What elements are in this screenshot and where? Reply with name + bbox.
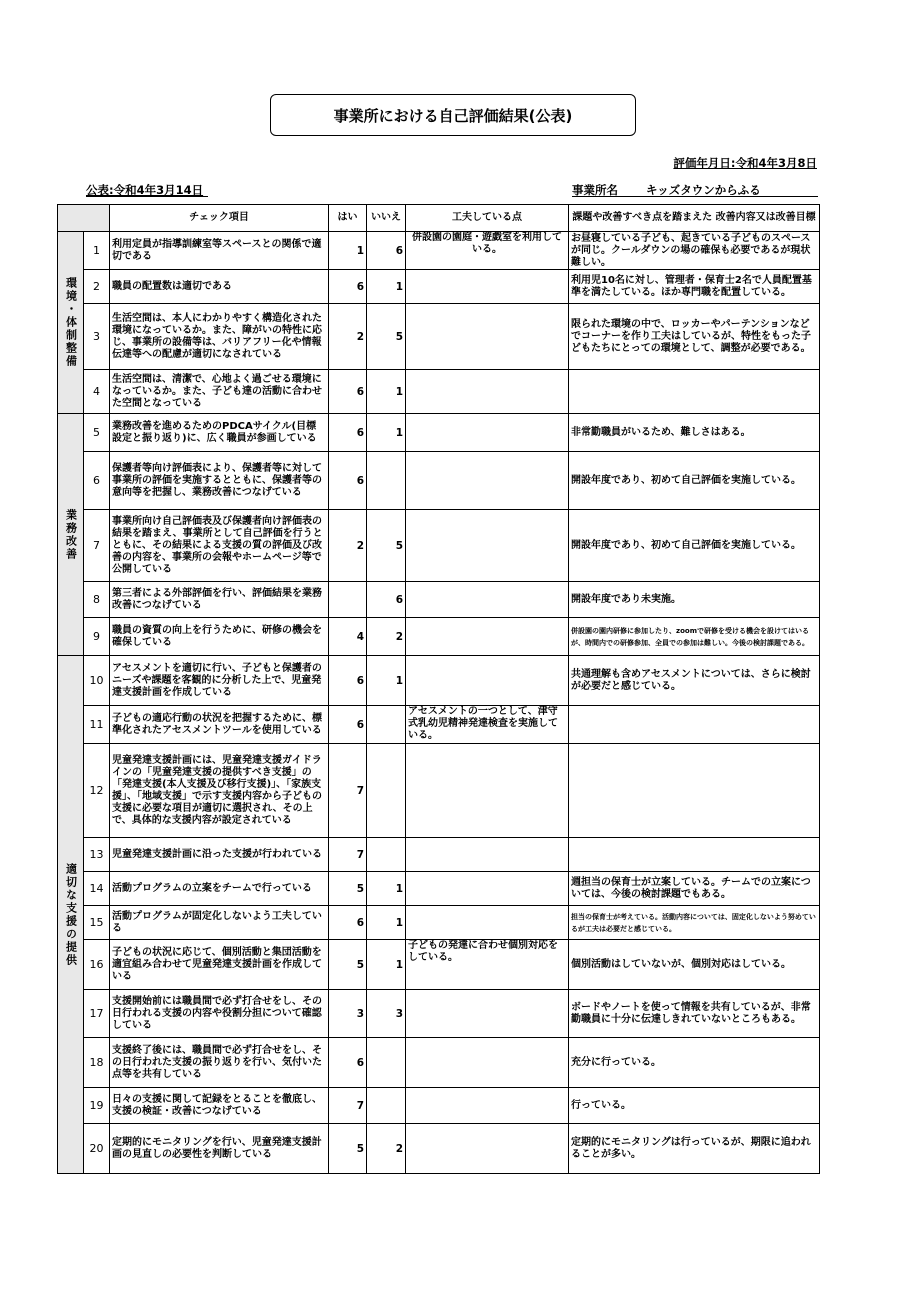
- effort-text: [406, 452, 569, 510]
- improvement-text: [569, 838, 820, 872]
- yes-count: 3: [329, 990, 367, 1038]
- check-item: 日々の支援に関して記録をとることを徹底し、支援の検証・改善につなげている: [110, 1088, 329, 1124]
- office-name: キッズタウンからふる: [646, 183, 761, 197]
- improvement-text: 併設園の園内研修に参加したり、zoomで研修を受ける機会を設けてはいるが、時間内での研修参加、全員での参加は難しい。今後の検討課題である。: [569, 618, 820, 656]
- yes-count: 6: [329, 414, 367, 452]
- table-row: [58, 618, 820, 656]
- yes-count: 5: [329, 1124, 367, 1174]
- yes-count: 2: [329, 304, 367, 370]
- effort-text: [406, 872, 569, 906]
- improvement-text: 行っている。: [569, 1088, 820, 1124]
- no-count: [367, 1038, 406, 1088]
- check-item: 児童発達支援計画には、児童発達支援ガイドラインの「児童発達支援の提供すべき支援」の「発達支援(本人支援及び移行支援)」、「家族支援」、「地域支援」で示す支援内容から子どもの支援に必要な項目が適切に選択され、その上で、具体的な支援内容が設定されている: [110, 744, 329, 838]
- effort-text: [406, 838, 569, 872]
- no-count: [367, 452, 406, 510]
- row-number: 20: [84, 1124, 110, 1174]
- no-count: 1: [367, 940, 406, 990]
- yes-count: 6: [329, 370, 367, 414]
- row-number: 16: [84, 940, 110, 990]
- check-item: アセスメントを適切に行い、子どもと保護者のニーズや課題を客観的に分析した上で、児童発達支援計画を作成している: [110, 656, 329, 706]
- improvement-text: お昼寝している子ども、起きている子どものスペースが同じ。クールダウンの場の確保も必要であるが現状難しい。: [569, 232, 820, 270]
- row-number: 8: [84, 582, 110, 618]
- improvement-text: 担当の保育士が考えている。活動内容については、固定化しないよう努めているが工夫は必要だと感じている。: [569, 906, 820, 940]
- check-item: 支援開始前には職員間で必ず打合せをし、その日行われる支援の内容や役割分担について確認している: [110, 990, 329, 1038]
- no-count: 1: [367, 906, 406, 940]
- yes-count: 6: [329, 656, 367, 706]
- yes-count: 2: [329, 510, 367, 582]
- office-underline: [572, 196, 818, 197]
- table-row: [58, 1124, 820, 1174]
- no-count: [367, 706, 406, 744]
- effort-text: アセスメントの一つとして、津守式乳幼児精神発達検査を実施している。: [406, 706, 569, 744]
- table-row: [58, 838, 820, 872]
- effort-text: [406, 414, 569, 452]
- row-number: 10: [84, 656, 110, 706]
- improvement-text: [569, 744, 820, 838]
- table-row: [58, 990, 820, 1038]
- no-count: 2: [367, 618, 406, 656]
- effort-text: [406, 270, 569, 304]
- check-item: 支援終了後には、職員間で必ず打合せをし、その日行われた支援の振り返りを行い、気付いた点等を共有している: [110, 1038, 329, 1088]
- effort-text: [406, 744, 569, 838]
- document-title: 事業所における自己評価結果(公表): [270, 94, 636, 136]
- yes-count: 6: [329, 906, 367, 940]
- check-item: 職員の資質の向上を行うために、研修の機会を確保している: [110, 618, 329, 656]
- category-label: 環境・体制整備: [58, 232, 84, 414]
- table-row: [58, 872, 820, 906]
- category-label: 業務改善: [58, 414, 84, 656]
- table-row: [58, 304, 820, 370]
- table-row: [58, 270, 820, 304]
- effort-text: [406, 370, 569, 414]
- table-row: [58, 232, 820, 270]
- no-count: 1: [367, 656, 406, 706]
- row-number: 15: [84, 906, 110, 940]
- table-row: [58, 1038, 820, 1088]
- effort-text: [406, 1038, 569, 1088]
- category-label: 適切な支援の提供: [58, 656, 84, 1174]
- no-count: 5: [367, 510, 406, 582]
- no-count: 1: [367, 370, 406, 414]
- yes-count: 4: [329, 618, 367, 656]
- row-number: 3: [84, 304, 110, 370]
- row-number: 5: [84, 414, 110, 452]
- yes-count: 6: [329, 1038, 367, 1088]
- table-row: [58, 940, 820, 990]
- yes-count: 7: [329, 838, 367, 872]
- improvement-text: [569, 706, 820, 744]
- check-item: 事業所向け自己評価表及び保護者向け評価表の結果を踏まえ、事業所として自己評価を行うとともに、その結果による支援の質の評価及び改善の内容を、事業所の会報やホームページ等で公開している: [110, 510, 329, 582]
- row-number: 12: [84, 744, 110, 838]
- header-effort: 工夫している点: [406, 205, 569, 232]
- yes-count: 7: [329, 1088, 367, 1124]
- table-header-row: [58, 205, 820, 232]
- no-count: 6: [367, 582, 406, 618]
- table-row: [58, 582, 820, 618]
- improvement-text: [569, 370, 820, 414]
- effort-text: [406, 304, 569, 370]
- self-evaluation-table: [57, 204, 820, 1174]
- check-item: 児童発達支援計画に沿った支援が行われている: [110, 838, 329, 872]
- yes-count: 6: [329, 452, 367, 510]
- improvement-text: 個別活動はしていないが、個別対応はしている。: [569, 940, 820, 990]
- improvement-text: 定期的にモニタリングは行っているが、期限に追われることが多い。: [569, 1124, 820, 1174]
- no-count: 3: [367, 990, 406, 1038]
- row-number: 4: [84, 370, 110, 414]
- table-row: [58, 656, 820, 706]
- eval-date: 評価年月日:令和4年3月8日: [673, 156, 817, 170]
- improvement-text: 開設年度であり未実施。: [569, 582, 820, 618]
- row-number: 7: [84, 510, 110, 582]
- check-item: 職員の配置数は適切である: [110, 270, 329, 304]
- yes-count: 6: [329, 706, 367, 744]
- check-item: 業務改善を進めるためのPDCAサイクル(目標設定と振り返り)に、広く職員が参画している: [110, 414, 329, 452]
- header-no: いいえ: [367, 205, 406, 232]
- yes-count: [329, 582, 367, 618]
- yes-count: 5: [329, 872, 367, 906]
- row-number: 17: [84, 990, 110, 1038]
- effort-text: [406, 1088, 569, 1124]
- office-label: 事業所名: [572, 183, 618, 197]
- improvement-text: 利用児10名に対し、管理者・保育士2名で人員配置基準を満たしている。ほか専門職を配置している。: [569, 270, 820, 304]
- check-item: 定期的にモニタリングを行い、児童発達支援計画の見直しの必要性を判断している: [110, 1124, 329, 1174]
- header-improvement: 課題や改善すべき点を踏まえた 改善内容又は改善目標: [569, 205, 820, 232]
- header-blank: [58, 205, 110, 232]
- check-item: 子どもの状況に応じて、個別活動と集団活動を適宜組み合わせて児童発達支援計画を作成している: [110, 940, 329, 990]
- row-number: 6: [84, 452, 110, 510]
- no-count: 6: [367, 232, 406, 270]
- no-count: 1: [367, 414, 406, 452]
- improvement-text: 非常勤職員がいるため、難しさはある。: [569, 414, 820, 452]
- improvement-text: 限られた環境の中で、ロッカーやパーテンションなどでコーナーを作り工夫はしているが、特性をもった子どもたちにとっての環境として、調整が必要である。: [569, 304, 820, 370]
- row-number: 2: [84, 270, 110, 304]
- no-count: 1: [367, 270, 406, 304]
- check-item: 利用定員が指導訓練室等スペースとの関係で適切である: [110, 232, 329, 270]
- improvement-text: 充分に行っている。: [569, 1038, 820, 1088]
- yes-count: 1: [329, 232, 367, 270]
- improvement-text: 開設年度であり、初めて自己評価を実施している。: [569, 452, 820, 510]
- table-row: [58, 906, 820, 940]
- effort-text: [406, 990, 569, 1038]
- row-number: 19: [84, 1088, 110, 1124]
- table-row: [58, 706, 820, 744]
- effort-text: 併設園の園庭・遊戯室を利用している。: [406, 232, 569, 270]
- no-count: 5: [367, 304, 406, 370]
- table-row: [58, 510, 820, 582]
- check-item: 第三者による外部評価を行い、評価結果を業務改善につなげている: [110, 582, 329, 618]
- publish-date-underline: [86, 196, 208, 197]
- check-item: 生活空間は、本人にわかりやすく構造化された環境になっているか。また、障がいの特性に応じ、事業所の設備等は、バリアフリー化や情報伝達等への配慮が適切になされている: [110, 304, 329, 370]
- row-number: 18: [84, 1038, 110, 1088]
- table-row: [58, 1088, 820, 1124]
- row-number: 14: [84, 872, 110, 906]
- no-count: 2: [367, 1124, 406, 1174]
- effort-text: [406, 582, 569, 618]
- table-row: [58, 744, 820, 838]
- table-row: [58, 370, 820, 414]
- row-number: 13: [84, 838, 110, 872]
- table-row: [58, 452, 820, 510]
- effort-text: [406, 510, 569, 582]
- check-item: 活動プログラムの立案をチームで行っている: [110, 872, 329, 906]
- row-number: 11: [84, 706, 110, 744]
- effort-text: [406, 618, 569, 656]
- check-item: 生活空間は、清潔で、心地よく過ごせる環境になっているか。また、子ども達の活動に合わせた空間となっている: [110, 370, 329, 414]
- improvement-text: 共通理解も含めアセスメントについては、さらに検討が必要だと感じている。: [569, 656, 820, 706]
- yes-count: 7: [329, 744, 367, 838]
- publish-date: 公表:令和4年3月14日: [86, 183, 204, 197]
- check-item: 保護者等向け評価表により、保護者等に対して事業所の評価を実施するとともに、保護者等の意向等を把握し、業務改善につなげている: [110, 452, 329, 510]
- effort-text: [406, 656, 569, 706]
- effort-text: 子どもの発達に合わせ個別対応をしている。: [406, 940, 569, 990]
- row-number: 9: [84, 618, 110, 656]
- improvement-text: 週担当の保育士が立案している。チームでの立案については、今後の検討課題でもある。: [569, 872, 820, 906]
- check-item: 子どもの適応行動の状況を把握するために、標準化されたアセスメントツールを使用している: [110, 706, 329, 744]
- no-count: [367, 744, 406, 838]
- header-yes: はい: [329, 205, 367, 232]
- header-check-item: チェック項目: [110, 205, 329, 232]
- improvement-text: ボードやノートを使って情報を共有しているが、非常勤職員に十分に伝達しきれていないところもある。: [569, 990, 820, 1038]
- effort-text: [406, 1124, 569, 1174]
- no-count: [367, 1088, 406, 1124]
- no-count: [367, 838, 406, 872]
- improvement-text: 開設年度であり、初めて自己評価を実施している。: [569, 510, 820, 582]
- row-number: 1: [84, 232, 110, 270]
- check-item: 活動プログラムが固定化しないよう工夫している: [110, 906, 329, 940]
- no-count: 1: [367, 872, 406, 906]
- yes-count: 6: [329, 270, 367, 304]
- table-row: [58, 414, 820, 452]
- effort-text: [406, 906, 569, 940]
- yes-count: 5: [329, 940, 367, 990]
